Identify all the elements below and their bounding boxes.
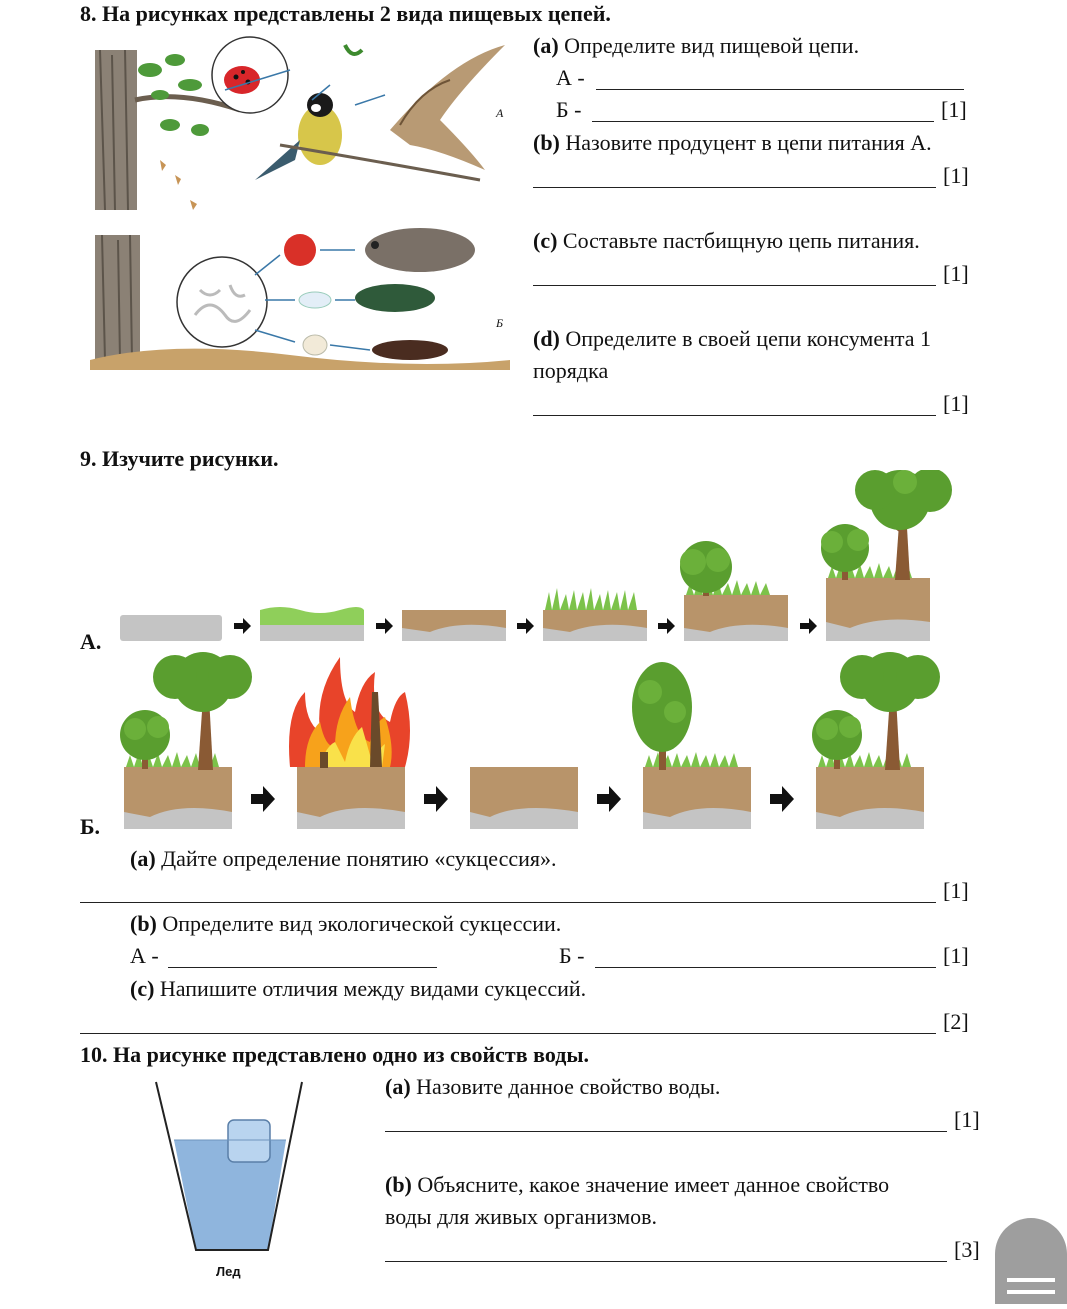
- q9b-mark: [1]: [943, 943, 969, 968]
- q8c-mark: [1]: [943, 261, 969, 286]
- q8b-prompt: (b) Назовите продуцент в цепи питания А.: [533, 130, 932, 155]
- q10b-prompt-cont: воды для живых организмов.: [385, 1204, 658, 1229]
- q8a-row-b: Б -: [556, 97, 582, 122]
- q8b-mark: [1]: [943, 163, 969, 188]
- q8a-mark: [1]: [941, 97, 967, 122]
- q10b-prompt: (b) Объясните, какое значение имеет данное свойство: [385, 1172, 890, 1197]
- menu-icon: [995, 1218, 1067, 1304]
- floating-menu-button[interactable]: [995, 1218, 1067, 1304]
- succession-a-label: А.: [80, 629, 102, 654]
- q8d-answer-line[interactable]: [533, 415, 936, 416]
- q9b-row-a: А -: [130, 943, 159, 968]
- q9c-answer-line[interactable]: [80, 1033, 936, 1034]
- q10-title: 10. На рисунке представлено одно из свойств воды.: [80, 1042, 590, 1067]
- q9c-prompt: (c) Напишите отличия между видами сукцессий.: [130, 976, 587, 1001]
- q9b-row-b: Б -: [559, 943, 585, 968]
- q10b-mark: [3]: [954, 1237, 980, 1262]
- q9-title: 9. Изучите рисунки.: [80, 446, 279, 471]
- water-ice-illustration: [150, 1078, 310, 1258]
- succession-b-illustration: [100, 652, 960, 834]
- q10b-answer-line[interactable]: [385, 1261, 947, 1262]
- q8c-answer-line[interactable]: [533, 285, 936, 286]
- food-chain-a-illustration: [90, 30, 510, 210]
- chain-a-label: А: [496, 106, 504, 120]
- q10a-prompt: (a) Назовите данное свойство воды.: [385, 1074, 721, 1099]
- q10a-mark: [1]: [954, 1107, 980, 1132]
- q8c-prompt: (c) Составьте пастбищную цепь питания.: [533, 228, 920, 253]
- q8a-prompt: (a) Определите вид пищевой цепи.: [533, 33, 860, 58]
- q8a-answer-line-a[interactable]: [596, 89, 964, 90]
- succession-b-label: Б.: [80, 814, 101, 839]
- q9b-answer-line-a[interactable]: [168, 967, 437, 968]
- q8d-prompt-cont: порядка: [533, 358, 609, 383]
- chain-b-label: Б: [496, 316, 504, 330]
- q9b-answer-line-b[interactable]: [595, 967, 936, 968]
- q9b-prompt: (b) Определите вид экологической сукцессии.: [130, 911, 562, 936]
- q8d-mark: [1]: [943, 391, 969, 416]
- q8-title: 8. На рисунках представлены 2 вида пищевых цепей.: [80, 1, 611, 26]
- succession-a-illustration: [110, 470, 960, 645]
- q8b-answer-line[interactable]: [533, 187, 936, 188]
- q8a-answer-line-b[interactable]: [592, 121, 934, 122]
- q10a-answer-line[interactable]: [385, 1131, 947, 1132]
- q9a-mark: [1]: [943, 878, 969, 903]
- q9a-answer-line[interactable]: [80, 902, 936, 903]
- q9c-mark: [2]: [943, 1009, 969, 1034]
- q9a-prompt: (a) Дайте определение понятию «сукцессия».: [130, 846, 557, 871]
- food-chain-b-illustration: [90, 220, 510, 375]
- q8a-row-a: А -: [556, 65, 585, 90]
- ice-label: Лед: [216, 1264, 241, 1279]
- q8d-prompt: (d) Определите в своей цепи консумента 1: [533, 326, 932, 351]
